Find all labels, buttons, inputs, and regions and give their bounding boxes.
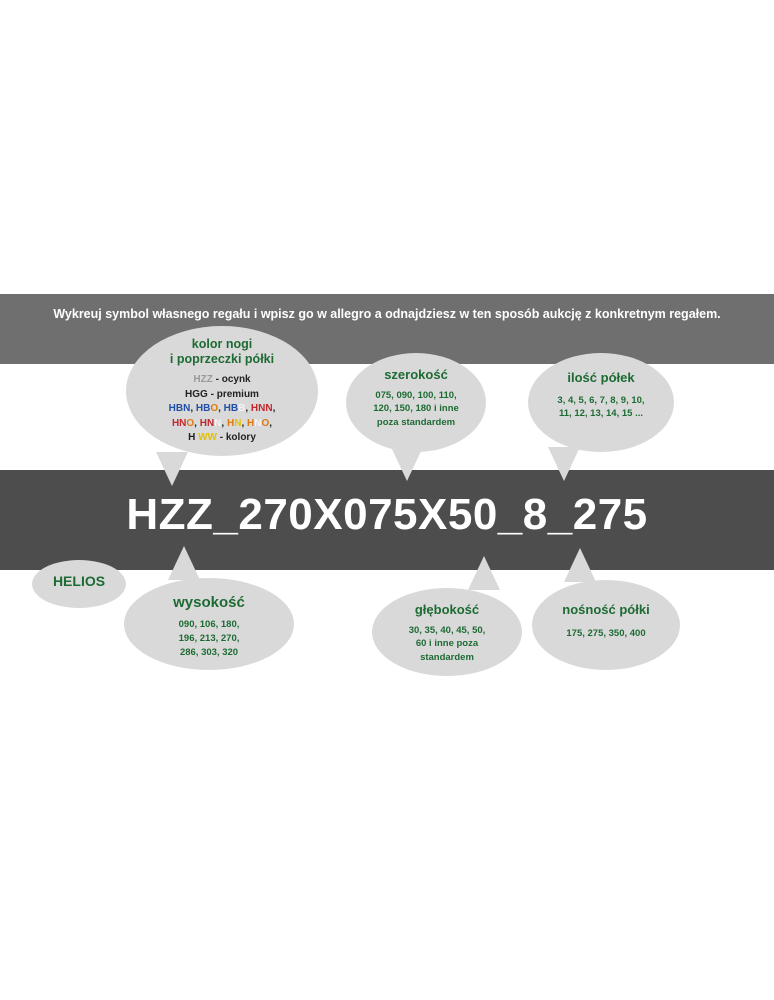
bottom-band (0, 674, 774, 694)
callout-leg-color-line-5: H WW - kolory (188, 432, 256, 443)
callout-shelf-count-title: ilość półek (567, 370, 635, 385)
callout-depth-line-1: 30, 35, 40, 45, 50, (408, 624, 486, 636)
callout-height-title: wysokość (173, 594, 245, 611)
callout-shelf-count (528, 353, 674, 452)
instruction-headline: Wykreuj symbol własnego regału i wpisz go w allegro a odnajdziesz w ten sposób aukcję z konkretnym regałem. (53, 307, 721, 321)
callout-width-line-2: 120, 150, 180 i inne (373, 403, 459, 415)
callout-height-line-3: 286, 303, 320 (179, 646, 239, 658)
callout-depth-line-2: 60 i inne poza (415, 638, 479, 650)
callout-width-title: szerokość (384, 367, 448, 382)
callout-shelf-count-line-1: 3, 4, 5, 6, 7, 8, 9, 10, (557, 394, 645, 406)
symbol-explanation-diagram (0, 294, 774, 694)
callout-depth-body (372, 624, 522, 665)
callout-leg-color-tail (156, 452, 188, 486)
callout-height (124, 578, 294, 670)
callout-shelf-load-line-1: 175, 275, 350, 400 (566, 627, 646, 639)
callout-depth-title: głębokość (414, 602, 480, 617)
product-symbol: HZZ_270X075X50_8_275 (126, 490, 648, 539)
callout-shelf-count-tail (548, 447, 580, 481)
instruction-band (0, 294, 774, 364)
callout-leg-color-line-4: HNO, HNN, HN, HNO, (171, 417, 273, 429)
callout-depth-line-3: standardem (420, 652, 474, 664)
callout-width-line-3: poza standardem (376, 417, 456, 429)
callout-leg-color-title-line1: kolor nogi (191, 337, 253, 351)
callout-depth (372, 588, 522, 676)
callout-width-body (346, 389, 486, 430)
callout-leg-color-title-line2: i poprzeczki półki (169, 352, 275, 366)
callout-height-tail (168, 546, 200, 580)
callout-shelf-load-body (532, 627, 680, 641)
callout-shelf-count-line-2: 11, 12, 13, 14, 15 ... (559, 408, 643, 420)
callout-shelf-load-tail (564, 548, 596, 582)
callout-depth-tail (468, 556, 500, 590)
callout-height-body (124, 618, 294, 659)
callout-width-line-1: 075, 090, 100, 110, (375, 389, 457, 401)
callout-brand (32, 560, 126, 608)
callout-shelf-load (532, 580, 680, 670)
callout-leg-color (126, 326, 318, 456)
callout-leg-color-line-2: HGG - premium (185, 388, 259, 400)
callout-shelf-count-body (528, 394, 674, 422)
callout-width-tail (391, 447, 423, 481)
callout-shelf-load-title: nośność półki (562, 602, 650, 617)
callout-leg-color-line-3: HBN, HBO, HBB, HNN, (168, 403, 276, 414)
callout-leg-color-body (126, 373, 318, 446)
callout-height-line-2: 196, 213, 270, (178, 632, 240, 644)
callout-width (346, 353, 486, 452)
callout-height-line-1: 090, 106, 180, (178, 619, 240, 630)
callout-brand-label: HELIOS (52, 573, 106, 589)
callout-leg-color-line-1: HZZ - ocynk (193, 374, 251, 385)
